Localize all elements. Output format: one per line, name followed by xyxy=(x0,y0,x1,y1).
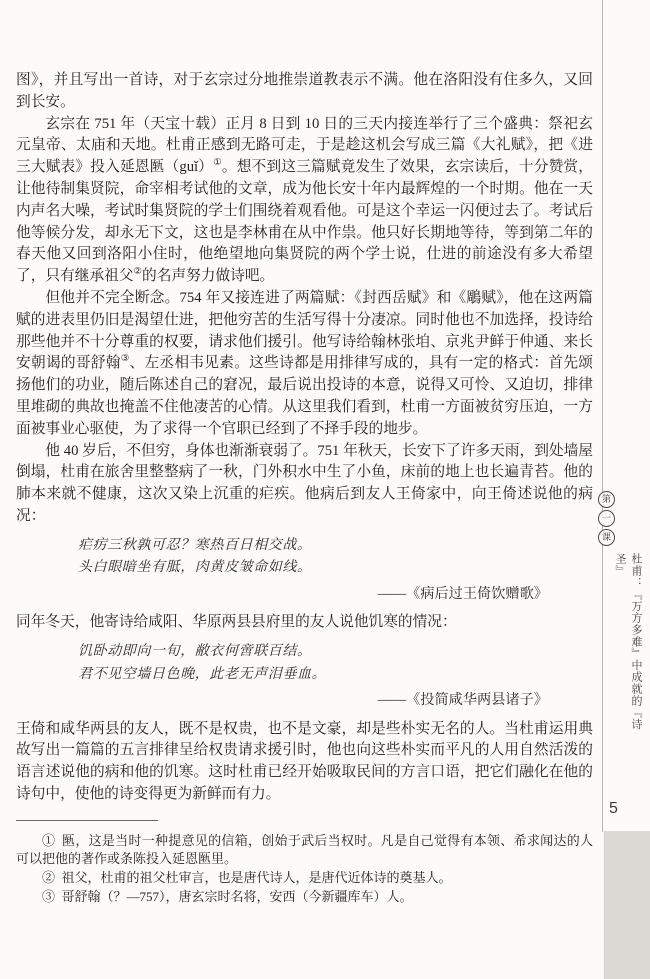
body-paragraph: 玄宗在 751 年（天宝十载）正月 8 日到 10 日的三天内接连举行了三个盛典：祭祀玄元皇帝、太庙和天地。杜甫正感到无路可走，于是趁这机会写成三篇《大礼赋》，把《进三大赋表》投入延恩匦（guǐ）①。想不到这三篇赋竟发生了效果，玄宗读后，十分赞赏，让他待制集贤院，命宰相考试他的文章，成为他长安十年内最辉煌的一个时期。他在一天内声名大噪，考试时集贤院的学士们围绕着观看他。可是这个幸运一闪便过去了。考试后他等候分发，却永无下文，这也是李林甫在从中作祟。他只好长期地等待，等到第二年的春天他又回到洛阳小住时，他绝望地向集贤院的两个学士说，仕进的前途没有多大希望了，只有继承祖父②的名声努力做诗吧。 xyxy=(16,115,593,285)
page-edge-shading xyxy=(604,831,650,979)
poem-quote xyxy=(78,641,593,712)
body-paragraph: 他 40 岁后，不但穷，身体也渐渐衰弱了。751 年秋天，长安下了许多天雨，到处墙屋倒塌，杜甫在旅舍里整整病了一秋，门外积水中生了小鱼，床前的地上也长遍青苔。他的肺本来就不健康，这次又染上沉重的疟疾。他病后到友人王倚家中，向王倚述说他的病况： xyxy=(16,442,593,524)
body-content xyxy=(16,70,593,806)
footnotes-block xyxy=(16,832,593,906)
poem-attribution: ——《病后过王倚饮赠歌》 xyxy=(377,585,548,602)
poem-line: 君不见空墙日色晚，此老无声泪垂血。 xyxy=(78,666,327,682)
chapter-title-vertical: 杜甫：『万方多难』中成就的『诗圣』 xyxy=(614,553,642,730)
lesson-badge-character: 第 xyxy=(598,491,615,508)
poem-line: 饥卧动即向一旬，敝衣何啻联百结。 xyxy=(78,644,312,660)
body-paragraph: 但他并不完全断念。754 年又接连进了两篇赋：《封西岳赋》和《鵰赋》，他在这两篇赋的进表里仍旧是渴望仕进，把他穷苦的生活写得十分凄凉。同时他也不加选择，投诗给那些他并不十分尊重的权要，请求他们援引。他写诗给翰林张垍、京兆尹鲜于仲通、来长安朝谒的哥舒翰③、左丞相韦见素。这些诗都是用排律写成的，具有一定的格式：首先颂扬他们的功业，随后陈述自己的窘况，最后说出投诗的本意，说得又可怜、又迫切，排律里堆砌的典故也掩盖不住他凄苦的心情。从这里我们看到，杜甫一方面被贫穷压迫，一方面被事业心驱使，为了求得一个官职已经到了不择手段的地步。 xyxy=(16,289,593,437)
footnote: ② 祖父，杜甫的祖父杜审言，也是唐代诗人，是唐代近体诗的奠基人。 xyxy=(42,869,452,885)
footnote: ① 匦，这是当时一种提意见的信箱，创始于武后当权时。凡是自己觉得有本领、希求闻达的人可以把他的著作或条陈投入延恩匦里。 xyxy=(16,832,593,867)
poem-quote xyxy=(78,535,593,606)
footnote-reference: ② xyxy=(133,267,143,278)
poem-line: 疟疠三秋孰可忍？寒热百日相交战。 xyxy=(78,537,312,553)
lesson-number-badge xyxy=(598,491,615,546)
page-number: 5 xyxy=(609,800,618,817)
footnote-reference: ③ xyxy=(120,354,130,365)
body-paragraph: 图》，并且写出一首诗，对于玄宗过分地推崇道教表示不满。他在洛阳没有住多久，又回到长安。 xyxy=(16,72,593,110)
body-paragraph: 同年冬天，他寄诗给咸阳、华原两县县府里的友人说他饥寒的情况： xyxy=(16,614,457,631)
poem-line: 头白眼暗坐有胝，肉黄皮皱命如线。 xyxy=(78,560,312,576)
poem-attribution: ——《投简咸华两县诸子》 xyxy=(377,692,548,709)
lesson-badge-character: 课 xyxy=(598,529,615,546)
body-paragraph: 王倚和咸华两县的友人，既不是权贵，也不是文豪，却是些朴实无名的人。当杜甫运用典故写出一篇篇的五言排律呈给权贵请求援引时，他也向这些朴实而平凡的人用自然活泼的语言述说他的病和他的饥寒。这时杜甫已经开始吸取民间的方言口语，把它们融化在他的诗句中，使他的诗变得更为新鲜而有力。 xyxy=(16,720,593,802)
sidebar-divider-line xyxy=(602,0,603,832)
lesson-badge-character: 一 xyxy=(598,510,615,527)
footnote-separator-rule xyxy=(16,820,158,821)
footnote-reference: ① xyxy=(213,158,222,169)
main-text-column xyxy=(16,70,593,906)
footnote: ③ 哥舒翰（？—757），唐玄宗时名将，安西（今新疆库车）人。 xyxy=(42,888,413,904)
